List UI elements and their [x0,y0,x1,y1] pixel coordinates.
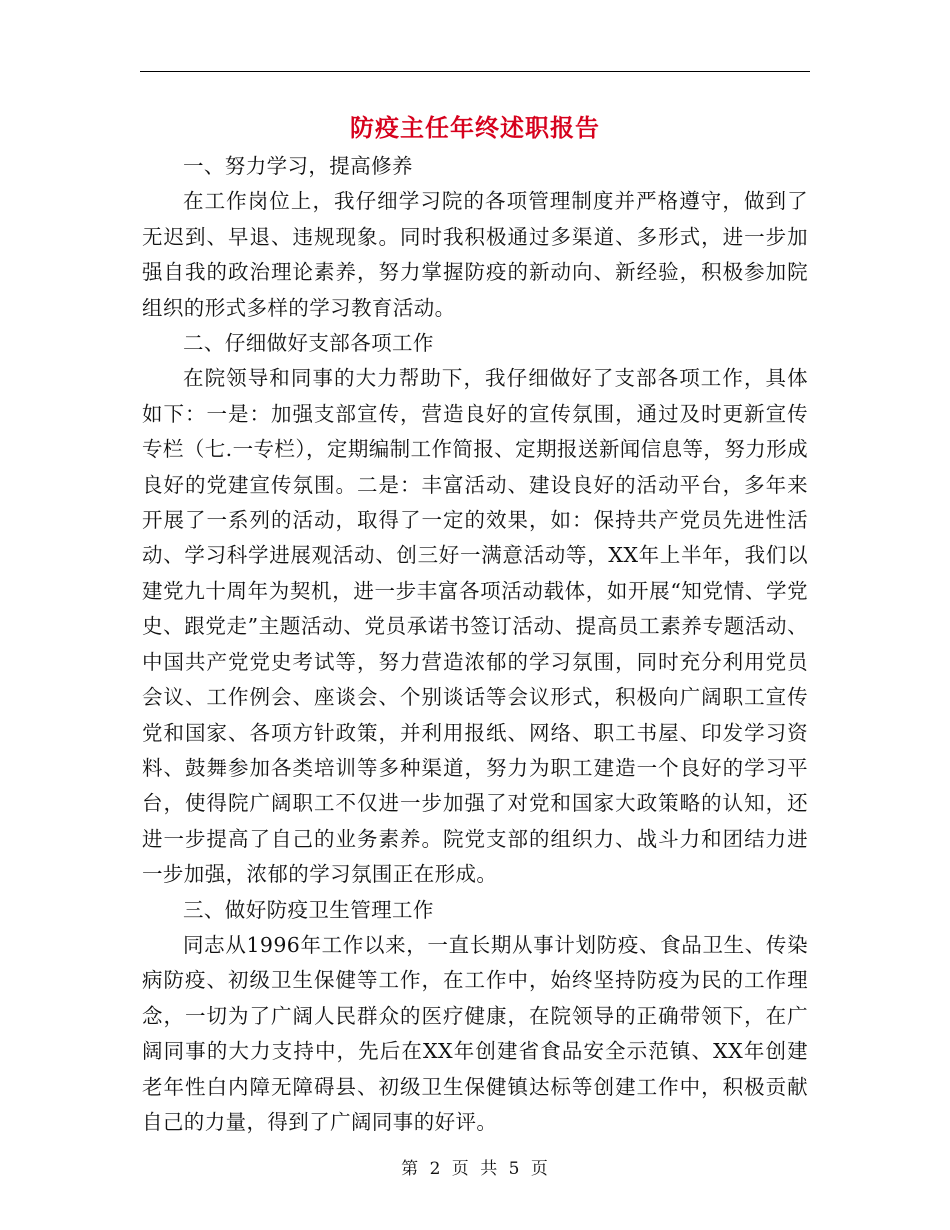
document-title: 防疫主任年终述职报告 [350,113,600,142]
document-body [142,149,808,1140]
section-1-heading: 一、努力学习，提高修养 [183,154,413,178]
section-2-paragraph: 在院领导和同事的大力帮助下，我仔细做好了支部各项工作，具体如下：一是：加强支部宣传，营造良好的宣传氛围，通过及时更新宣传专栏（七.一专栏），定期编制工作简报、定期报送新闻信息等，努力形成良好的党建宣传氛围。二是：丰富活动、建设良好的活动平台，多年来开展了一系列的活动，取得了一定的效果，如：保持共产党员先进性活动、学习科学进展观活动、创三好一满意活动等，XX年上半年，我们以建党九十周年为契机，进一步丰富各项活动载体，如开展“知党情、学党史、跟党走”主题活动、党员承诺书签订活动、提高员工素养专题活动、中国共产党党史考试等，努力营造浓郁的学习氛围，同时充分利用党员会议、工作例会、座谈会、个别谈话等会议形式，积极向广阔职工宣传党和国家、各项方针政策，并利用报纸、网络、职工书屋、印发学习资料、鼓舞参加各类培训等多种渠道，努力为职工建造一个良好的学习平台，使得院广阔职工不仅进一步加强了对党和国家大政策略的认知，还进一步提高了自己的业务素养。院党支部的组织力、战斗力和团结力进一步加强，浓郁的学习氛围正在形成。 [142,366,808,887]
section-3-paragraph: 同志从1996年工作以来，一直长期从事计划防疫、食品卫生、传染病防疫、初级卫生保健等工作，在工作中，始终坚持防疫为民的工作理念，一切为了广阔人民群众的医疗健康，在院领导的正确带领下，在广阔同事的大力支持中，先后在XX年创建省食品安全示范镇、XX年创建老年性白内障无障碍县、初级卫生保健镇达标等创建工作中，积极贡献自己的力量，得到了广阔同事的好评。 [142,932,808,1134]
section-2-heading: 二、仔细做好支部各项工作 [183,331,434,356]
section-3-heading: 三、做好防疫卫生管理工作 [183,897,434,922]
header-rule [140,71,810,72]
section-1-paragraph: 在工作岗位上，我仔细学习院的各项管理制度并严格遵守，做到了无迟到、早退、违规现象。同时我积极通过多渠道、多形式，进一步加强自我的政治理论素养，努力掌握防疫的新动向、新经验，积极参加院组织的形式多样的学习教育活动。 [142,189,808,320]
page-number-footer: 第 2 页 共 5 页 [401,1159,549,1179]
